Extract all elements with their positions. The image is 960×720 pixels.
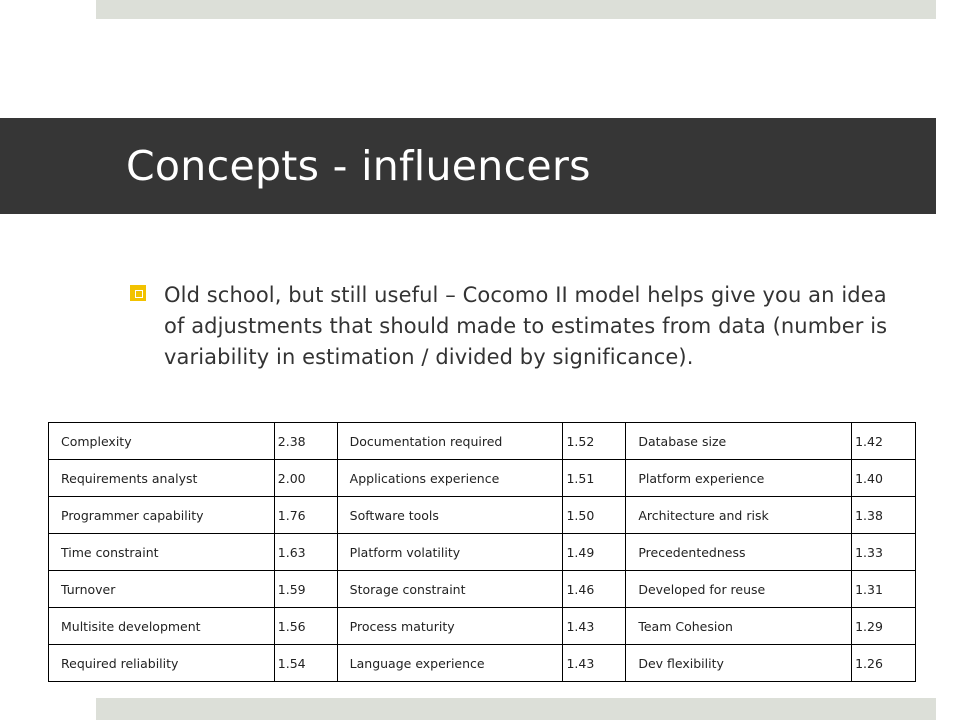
factor-value-cell: 1.43 [563, 608, 626, 645]
top-accent-bar [96, 0, 936, 19]
factor-value-cell: 1.50 [563, 497, 626, 534]
factor-value-cell: 1.29 [852, 608, 916, 645]
bullet-square-icon [130, 285, 146, 301]
factor-value-cell: 2.00 [274, 460, 337, 497]
bottom-accent-bar [96, 698, 936, 720]
table-row [49, 497, 916, 534]
factor-value-cell: 1.42 [852, 423, 916, 460]
factor-name-cell: Database size [626, 423, 852, 460]
factor-name-cell: Team Cohesion [626, 608, 852, 645]
factor-name-cell: Programmer capability [49, 497, 275, 534]
factor-value-cell: 1.26 [852, 645, 916, 682]
factor-value-cell: 1.56 [274, 608, 337, 645]
factor-name-cell: Software tools [337, 497, 563, 534]
factor-name-cell: Storage constraint [337, 571, 563, 608]
cost-driver-table [48, 422, 916, 682]
factor-value-cell: 1.33 [852, 534, 916, 571]
factor-value-cell: 1.54 [274, 645, 337, 682]
slide-title: Concepts - influencers [126, 142, 591, 190]
factor-name-cell: Platform experience [626, 460, 852, 497]
factor-name-cell: Dev flexibility [626, 645, 852, 682]
factor-name-cell: Complexity [49, 423, 275, 460]
table-body [49, 423, 916, 682]
table-row [49, 460, 916, 497]
table-row [49, 608, 916, 645]
factor-value-cell: 1.31 [852, 571, 916, 608]
factor-value-cell: 1.38 [852, 497, 916, 534]
factor-name-cell: Requirements analyst [49, 460, 275, 497]
factor-name-cell: Multisite development [49, 608, 275, 645]
factor-name-cell: Applications experience [337, 460, 563, 497]
table-row [49, 534, 916, 571]
factor-value-cell: 1.76 [274, 497, 337, 534]
factor-value-cell: 1.43 [563, 645, 626, 682]
table-row [49, 645, 916, 682]
factor-value-cell: 1.52 [563, 423, 626, 460]
table-row [49, 423, 916, 460]
factor-value-cell: 1.63 [274, 534, 337, 571]
factor-name-cell: Precedentedness [626, 534, 852, 571]
factor-value-cell: 1.51 [563, 460, 626, 497]
factor-value-cell: 1.59 [274, 571, 337, 608]
factor-name-cell: Time constraint [49, 534, 275, 571]
factor-name-cell: Turnover [49, 571, 275, 608]
factor-name-cell: Architecture and risk [626, 497, 852, 534]
factor-value-cell: 2.38 [274, 423, 337, 460]
factor-name-cell: Platform volatility [337, 534, 563, 571]
factor-value-cell: 1.46 [563, 571, 626, 608]
factor-name-cell: Developed for reuse [626, 571, 852, 608]
factor-value-cell: 1.40 [852, 460, 916, 497]
factor-name-cell: Documentation required [337, 423, 563, 460]
factor-name-cell: Required reliability [49, 645, 275, 682]
factor-name-cell: Process maturity [337, 608, 563, 645]
bullet-text: Old school, but still useful – Cocomo II model helps give you an idea of adjustments that should made to estimates from data (number is variability in estimation / divided by significance). [164, 283, 888, 369]
factor-value-cell: 1.49 [563, 534, 626, 571]
factor-name-cell: Language experience [337, 645, 563, 682]
table-row [49, 571, 916, 608]
